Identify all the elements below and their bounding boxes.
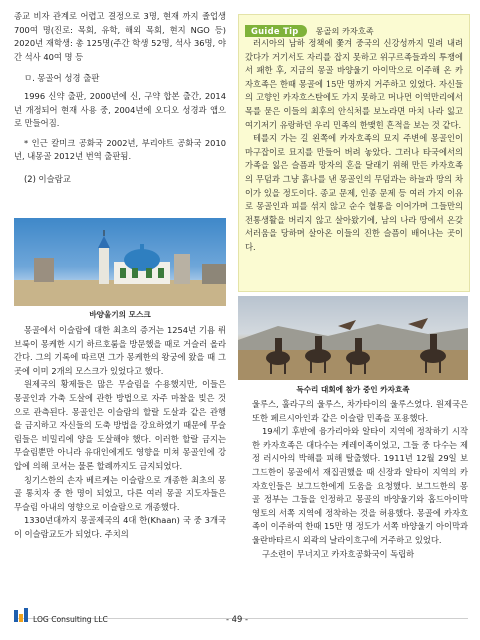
tip-paragraph: 러시아의 남하 정책에 쫓겨 중국의 신강성까지 밀려 내려갔다가 거기서도 자리를 잡지 못하고 위구르족들과의 투쟁에서 패한 후, 지금의 몽골 바양울기 아이막으로 이주해 온 카자흐족은 한때 몽골에 15만 명까지 거주하고 있었다. 자신들의 고향인 카자흐스탄에도 가지 못하고 머나먼 이역만리에서 목를 묻은 이들의 최후의 안식처를 보노라면 마치 나라 잃고 여기저기 유랑하던 우리 민족의 한맺힌 흔적을 보는 것 같다. (245, 38, 463, 130)
eagle-festival-photo (238, 296, 468, 380)
paragraph: 구소련이 무너지고 카자흐공화국이 독립하 (262, 548, 415, 559)
guide-tip-title: 몽골의 카자흐족 (315, 26, 374, 36)
paragraph: 칭기스한의 손자 베르케는 이슬람으로 개종한 최초의 몽골 통치자 중 한 명이 되었고, 다른 여러 몽골 지도자들은 무슬림 아내의 영향으로 이슬람으로 개종했다. (14, 474, 226, 512)
paragraph: 울루스, 훌라구의 울루스, 차가타이의 울루스였다. 원제국은 또한 페르시아인과 같은 이슬람 민족을 포용했다. (252, 399, 468, 423)
note: * 인근 칼미크 공화국 2002년, 부리야트 공화국 2010년, 내몽골 2012년 번역 출판됨. (14, 137, 226, 162)
guide-tip-header (245, 19, 374, 36)
paragraph: 1996 신약 출판, 2000년에 신, 구약 합본 출간, 2014년 개정되어 현재 사용 중, 2004년에 오디오 성경과 앱으로 만들어짐. (14, 90, 226, 129)
section-heading-bible: ㅁ. 몽골어 성경 출판 (24, 73, 100, 84)
paragraph: 몽골에서 이슬람에 대한 최초의 증거는 1254년 기욤 뤼브룩이 몽케한 시기 하르호룸을 방문했을 때로 거슬러 올라간다. 그의 기록에 따르면 그가 몽케한의 왕궁에 왔을 때 그곳에 이미 2개의 모스크가 있었다고 했다. (14, 325, 226, 376)
paragraph: 19세기 후반에 융가리아와 알타이 지역에 정착하기 시작한 카자흐족은 대다수는 케레이족이었고, 그들 중 다수는 제정 러시아의 박해를 피해 탈출했다. 1911년 12월 29일 보그드한이 몽골에서 재집권했을 때 신장과 알타이 지역의 카자흐인들은 보그드한에게 도움을 요청했다. 보그드한의 몽골 정부는 그들을 인정하고 몽골의 바양울기와 홉드아이막 영토의 서쪽 지역에 정착하는 것을 허용했다. 몽골에 카자흐족이 이주하여 한때 15만 명 정도가 서쪽 바양울기 아이막과 울란바타르시 외곽의 날라이흐구에 거주하고 있었다. (252, 426, 468, 545)
company-logo-icon (14, 607, 28, 621)
guide-tip-body (245, 37, 463, 255)
eagle-festival-caption: 독수리 대회에 참가 중인 카자흐족 (296, 385, 410, 394)
mosque-caption: 바양울기의 모스크 (89, 310, 151, 319)
left-column-bottom (14, 324, 226, 542)
company-name: LOG Consulting LLC (33, 615, 108, 624)
tip-paragraph: 테를지 가는 길 왼쪽에 카자흐족의 묘지 주변에 몽골인이 마구잡이로 묘지를 만들어 버려 놓았다. 그러나 타국에서의 가족을 잃은 슬픔과 망자의 혼을 달래기 위해 만든 카자흐족의 무덤과 그냥 흙나를 낸 몽골인의 무덤과는 하늘과 땅의 차이가 있을 정도이다. 종교 문제, 인종 문제 등 여러 가지 이유로 몽골인과 피를 섞지 않고 순수 혈통을 이어가며 그들만의 전통생활을 버리지 않고 살아왔기에, 남의 나라 땅에서 온갖 서러움을 당하며 살아온 이들의 진한 슬픔이 배어나는 곳이다. (245, 133, 463, 252)
paragraph: 원제국의 황제들은 많은 무슬림을 수용했지만, 이들은 몽골인과 가축 도살에 관한 방법으로 자주 마찰을 빚은 것으로 관측된다. 몽골인은 이슬람의 할랄 도살과 같은 관행을 금지하고 자신들의 도축 방법을 강요하였기 때문에 무슬림들은 비밀리에 양을 도살해야 했다. 이러한 할랄 금지는 무슬림뿐만 아니라 유대인에게도 영향을 미쳐 몽골인에 강압에 의해 코셔는 물론 할례까지도 금지되었다. (14, 379, 226, 471)
right-column-bottom (252, 398, 468, 561)
page-number: - 49 - (226, 614, 249, 624)
guide-tip-box (238, 14, 470, 292)
mosque-photo (14, 218, 226, 306)
paragraph: 1330년대까지 몽골제국의 4대 한(Khaan) 국 중 3개국이 이슬람교도가 되었다. 주치의 (14, 515, 226, 539)
guide-tip-badge: Guide Tip (245, 25, 307, 37)
section-heading-islam: (2) 이슬람교 (24, 173, 71, 184)
left-column-top (14, 10, 226, 187)
paragraph: 종교 비자 관계로 어렵고 결정으로 3명, 현재 까지 졸업생 700여 명(진로: 목회, 유학, 해외 목회, 현지 NGO 등) 2020년 재학생: 총 125명(주간 학생 52명, 석사 36명, 야간 석사 40여 명 등 (14, 11, 226, 62)
